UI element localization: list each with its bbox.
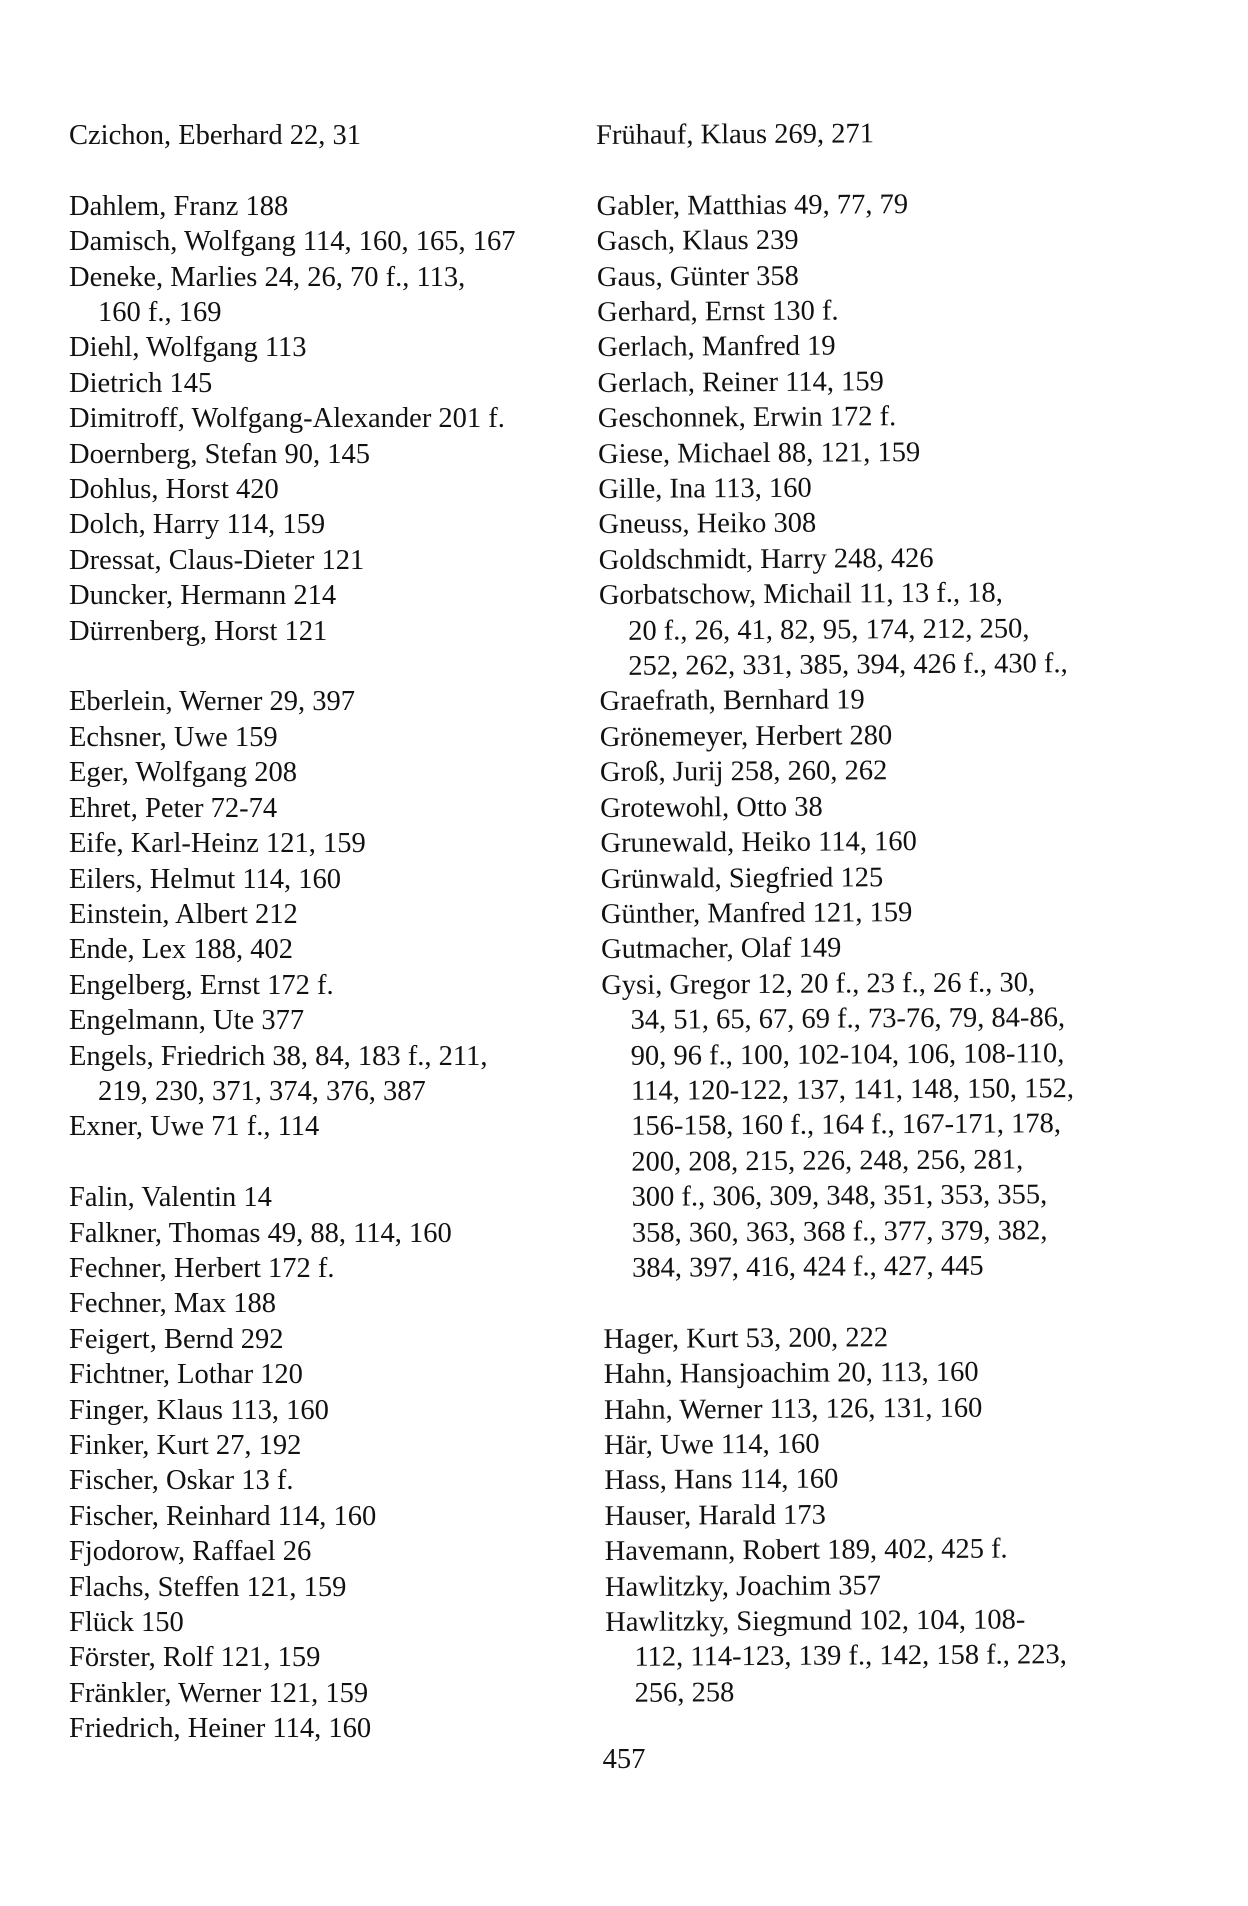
index-entry bbox=[69, 897, 589, 932]
index-entry bbox=[601, 929, 1161, 968]
index-entry bbox=[69, 1640, 589, 1675]
index-entry bbox=[601, 858, 1161, 897]
index-entry bbox=[596, 185, 1156, 224]
index-entry-line: Falin, Valentin 14 bbox=[69, 1182, 272, 1214]
index-entry bbox=[69, 684, 589, 719]
index-entry bbox=[69, 1357, 589, 1392]
index-entry bbox=[604, 1354, 1164, 1393]
index-entry bbox=[69, 366, 589, 401]
index-entry-continuation: 252, 262, 331, 385, 394, 426 f., 430 f., bbox=[628, 648, 1068, 682]
index-entry-line: Eger, Wolfgang 208 bbox=[69, 757, 297, 789]
index-entry-line: Gneuss, Heiko 308 bbox=[598, 508, 817, 541]
index-entry bbox=[69, 1499, 589, 1534]
index-entry-line: Gerlach, Manfred 19 bbox=[597, 330, 836, 364]
index-entry-line: Doernberg, Stefan 90, 145 bbox=[69, 438, 371, 470]
index-entry-line: Gerlach, Reiner 114, 159 bbox=[597, 366, 884, 399]
index-entry bbox=[598, 433, 1158, 472]
index-entry bbox=[599, 681, 1159, 720]
index-entry-line: Günther, Manfred 121, 159 bbox=[600, 897, 913, 930]
index-entry bbox=[69, 1393, 589, 1428]
index-entry bbox=[69, 1251, 589, 1286]
index-entry bbox=[69, 1428, 589, 1463]
index-entry bbox=[69, 578, 589, 613]
index-entry-line: Finger, Klaus 113, 160 bbox=[69, 1394, 329, 1426]
index-entry bbox=[600, 823, 1160, 862]
index-entry bbox=[598, 504, 1158, 543]
index-entry bbox=[69, 1039, 589, 1110]
index-entry-continuation: 20 f., 26, 41, 82, 95, 174, 212, 250, bbox=[628, 613, 1030, 647]
index-entry-line: Hager, Kurt 53, 200, 222 bbox=[603, 1322, 889, 1355]
index-entry bbox=[69, 507, 589, 542]
index-entry-line: Gerhard, Ernst 130 f. bbox=[597, 295, 839, 329]
index-entry-line: Engels, Friedrich 38, 84, 183 f., 211, bbox=[69, 1040, 488, 1072]
index-entry-line: Hahn, Werner 113, 126, 131, 160 bbox=[603, 1392, 983, 1426]
index-entry-line: Flück 150 bbox=[69, 1607, 184, 1639]
index-entry-line: Fischer, Oskar 13 f. bbox=[69, 1465, 294, 1497]
index-entry bbox=[69, 1463, 589, 1498]
index-entry bbox=[69, 826, 589, 861]
index-entry bbox=[597, 292, 1157, 331]
index-entry-continuation: 219, 230, 371, 374, 376, 387 bbox=[98, 1075, 426, 1107]
index-entry bbox=[69, 224, 589, 259]
index-entry bbox=[69, 437, 589, 472]
index-entry bbox=[599, 539, 1159, 578]
letter-group-gap bbox=[69, 153, 589, 188]
index-entry-line: Hauser, Harald 173 bbox=[604, 1499, 826, 1532]
index-entry-continuation: 160 f., 169 bbox=[98, 297, 222, 329]
index-entry bbox=[69, 1286, 589, 1321]
index-entry-line: Exner, Uwe 71 f., 114 bbox=[69, 1111, 320, 1143]
index-entry bbox=[603, 1318, 1163, 1357]
page-number: 457 bbox=[602, 1744, 646, 1775]
index-entry-line: Gorbatschow, Michail 11, 13 f., 18, bbox=[598, 577, 1003, 612]
index-entry bbox=[605, 1566, 1165, 1605]
index-entry bbox=[599, 575, 1160, 685]
index-entry bbox=[600, 716, 1160, 755]
index-entry bbox=[604, 1495, 1164, 1534]
index-entry-line: Fichtner, Lothar 120 bbox=[69, 1359, 303, 1391]
index-entry bbox=[604, 1389, 1164, 1428]
index-entry-line: Deneke, Marlies 24, 26, 70 f., 113, bbox=[69, 261, 466, 293]
index-entry bbox=[598, 398, 1158, 437]
index-entry bbox=[69, 118, 589, 153]
index-entry-line: Groß, Jurij 258, 260, 262 bbox=[599, 755, 888, 789]
index-entry bbox=[69, 1180, 589, 1215]
index-entry bbox=[598, 362, 1158, 401]
index-entry-line: Fränkler, Werner 121, 159 bbox=[69, 1677, 369, 1709]
letter-group-gap bbox=[69, 1145, 589, 1180]
index-entry-line: Dietrich 145 bbox=[69, 367, 213, 399]
index-entry-continuation: 34, 51, 65, 67, 69 f., 73-76, 79, 84-86, bbox=[630, 1002, 1066, 1036]
index-entry-line: Einstein, Albert 212 bbox=[69, 898, 298, 930]
index-entry-continuation: 156-158, 160 f., 164 f., 167-171, 178, bbox=[631, 1108, 1062, 1143]
index-entry-line: Gille, Ina 113, 160 bbox=[598, 472, 812, 506]
index-entry-line: Falkner, Thomas 49, 88, 114, 160 bbox=[69, 1217, 452, 1249]
index-entry-line: Gysi, Gregor 12, 20 f., 23 f., 26 f., 30, bbox=[601, 967, 1036, 1001]
index-entry bbox=[69, 330, 589, 365]
index-entry bbox=[597, 221, 1157, 260]
index-entry-line: Förster, Rolf 121, 159 bbox=[69, 1642, 321, 1674]
index-entry-line: Graefrath, Bernhard 19 bbox=[599, 684, 865, 718]
index-entry-line: Dressat, Claus-Dieter 121 bbox=[69, 544, 365, 576]
index-entry bbox=[605, 1602, 1166, 1712]
index-entry bbox=[69, 932, 589, 967]
index-entry bbox=[69, 1109, 589, 1144]
index-entry-continuation: 256, 258 bbox=[634, 1677, 735, 1709]
index-entry bbox=[69, 614, 589, 649]
index-entry-line: Eife, Karl-Heinz 121, 159 bbox=[69, 828, 366, 860]
index-entry-line: Engelmann, Ute 377 bbox=[69, 1005, 305, 1037]
index-entry-line: Ehret, Peter 72-74 bbox=[69, 792, 278, 824]
index-entry-line: Grünwald, Siegfried 125 bbox=[600, 861, 884, 895]
index-entry bbox=[69, 1570, 589, 1605]
index-entry-line: Czichon, Eberhard 22, 31 bbox=[69, 120, 362, 151]
index-entry-line: Grönemeyer, Herbert 280 bbox=[599, 720, 893, 753]
index-entry bbox=[69, 791, 589, 826]
index-entry-line: Finker, Kurt 27, 192 bbox=[69, 1429, 302, 1461]
index-entry bbox=[601, 893, 1161, 932]
index-entry-line: Hawlitzky, Joachim 357 bbox=[604, 1569, 882, 1603]
index-entry-line: Dohlus, Horst 420 bbox=[69, 474, 279, 506]
index-entry bbox=[69, 968, 589, 1003]
index-entry-line: Grunewald, Heiko 114, 160 bbox=[600, 826, 917, 860]
index-entry-line: Goldschmidt, Harry 248, 426 bbox=[598, 542, 934, 576]
index-entry bbox=[601, 964, 1163, 1286]
index-entry-line: Hawlitzky, Siegmund 102, 104, 108- bbox=[605, 1604, 1026, 1639]
index-entry bbox=[598, 469, 1158, 508]
index-entry-line: Eilers, Helmut 114, 160 bbox=[69, 863, 342, 895]
index-entry-line: Giese, Michael 88, 121, 159 bbox=[597, 436, 921, 470]
index-entry-continuation: 384, 397, 416, 424 f., 427, 445 bbox=[631, 1250, 984, 1284]
index-entry bbox=[69, 720, 589, 755]
index-entry-line: Gasch, Klaus 239 bbox=[596, 224, 799, 258]
index-entry-line: Havemann, Robert 189, 402, 425 f. bbox=[604, 1533, 1008, 1568]
index-entry bbox=[596, 115, 1156, 154]
index-entry-line: Fjodorow, Raffael 26 bbox=[69, 1536, 312, 1568]
index-entry-line: Friedrich, Heiner 114, 160 bbox=[69, 1713, 372, 1745]
index-entry-line: Dahlem, Franz 188 bbox=[69, 190, 289, 222]
index-column-left bbox=[69, 118, 589, 1747]
index-entry bbox=[597, 327, 1157, 366]
index-entry bbox=[69, 862, 589, 897]
index-entry-line: Dürrenberg, Horst 121 bbox=[69, 615, 328, 647]
index-entry-line: Hahn, Hansjoachim 20, 113, 160 bbox=[603, 1356, 979, 1391]
index-entry-line: Dimitroff, Wolfgang-Alexander 201 f. bbox=[69, 403, 505, 435]
index-entry-line: Gaus, Günter 358 bbox=[596, 260, 799, 293]
index-entry bbox=[69, 260, 589, 331]
index-entry-line: Hass, Hans 114, 160 bbox=[604, 1463, 839, 1497]
index-entry bbox=[604, 1425, 1164, 1464]
index-entry-line: Dolch, Harry 114, 159 bbox=[69, 509, 326, 541]
index-entry-continuation: 300 f., 306, 309, 348, 351, 353, 355, bbox=[631, 1179, 1048, 1213]
index-entry-line: Feigert, Bernd 292 bbox=[69, 1323, 284, 1355]
index-entry-continuation: 358, 360, 363, 368 f., 377, 379, 382, bbox=[631, 1214, 1048, 1249]
index-entry-line: Echsner, Uwe 159 bbox=[69, 721, 278, 753]
index-entry bbox=[69, 1003, 589, 1038]
index-entry-continuation: 200, 208, 215, 226, 248, 256, 281, bbox=[631, 1144, 1024, 1178]
index-entry-line: Fischer, Reinhard 114, 160 bbox=[69, 1500, 377, 1532]
letter-group-gap bbox=[69, 649, 589, 684]
index-entry-line: Damisch, Wolfgang 114, 160, 165, 167 bbox=[69, 226, 516, 258]
index-entry bbox=[69, 543, 589, 578]
index-entry bbox=[597, 256, 1157, 295]
index-entry bbox=[600, 752, 1160, 791]
index-entry-line: Här, Uwe 114, 160 bbox=[604, 1428, 820, 1461]
index-entry-line: Gutmacher, Olaf 149 bbox=[600, 932, 842, 966]
index-entry-line: Engelberg, Ernst 172 f. bbox=[69, 969, 334, 1001]
index-entry-line: Gabler, Matthias 49, 77, 79 bbox=[596, 188, 909, 222]
index-entry bbox=[69, 1216, 589, 1251]
index-entry-line: Grotewohl, Otto 38 bbox=[600, 791, 823, 824]
index-entry bbox=[600, 787, 1160, 826]
index-entry-line: Fechner, Max 188 bbox=[69, 1288, 277, 1320]
index-entry-continuation: 114, 120-122, 137, 141, 148, 150, 152, bbox=[630, 1073, 1075, 1107]
index-entry bbox=[69, 401, 589, 436]
index-entry-continuation: 90, 96 f., 100, 102-104, 106, 108-110, bbox=[630, 1037, 1065, 1072]
index-entry bbox=[69, 1534, 589, 1569]
index-entry-line: Duncker, Hermann 214 bbox=[69, 580, 337, 612]
index-entry bbox=[69, 1322, 589, 1357]
letter-group-gap bbox=[596, 150, 1156, 189]
index-entry-line: Geschonnek, Erwin 172 f. bbox=[597, 401, 897, 435]
index-entry bbox=[605, 1531, 1165, 1570]
index-entry bbox=[69, 1605, 589, 1640]
index-entry-line: Eberlein, Werner 29, 397 bbox=[69, 686, 356, 718]
index-entry-line: Frühauf, Klaus 269, 271 bbox=[596, 118, 875, 151]
index-entry-line: Flachs, Steffen 121, 159 bbox=[69, 1571, 347, 1603]
letter-group-gap bbox=[603, 1283, 1163, 1322]
index-column-right bbox=[596, 118, 1156, 1711]
index-entry-line: Fechner, Herbert 172 f. bbox=[69, 1252, 335, 1284]
index-entry bbox=[69, 189, 589, 224]
index-entry bbox=[69, 1676, 589, 1711]
index-entry-line: Ende, Lex 188, 402 bbox=[69, 934, 293, 966]
index-entry bbox=[69, 472, 589, 507]
index-entry bbox=[604, 1460, 1164, 1499]
index-entry-line: Diehl, Wolfgang 113 bbox=[69, 332, 307, 364]
index-entry bbox=[69, 755, 589, 790]
index-entry-continuation: 112, 114-123, 139 f., 142, 158 f., 223, bbox=[634, 1639, 1067, 1674]
